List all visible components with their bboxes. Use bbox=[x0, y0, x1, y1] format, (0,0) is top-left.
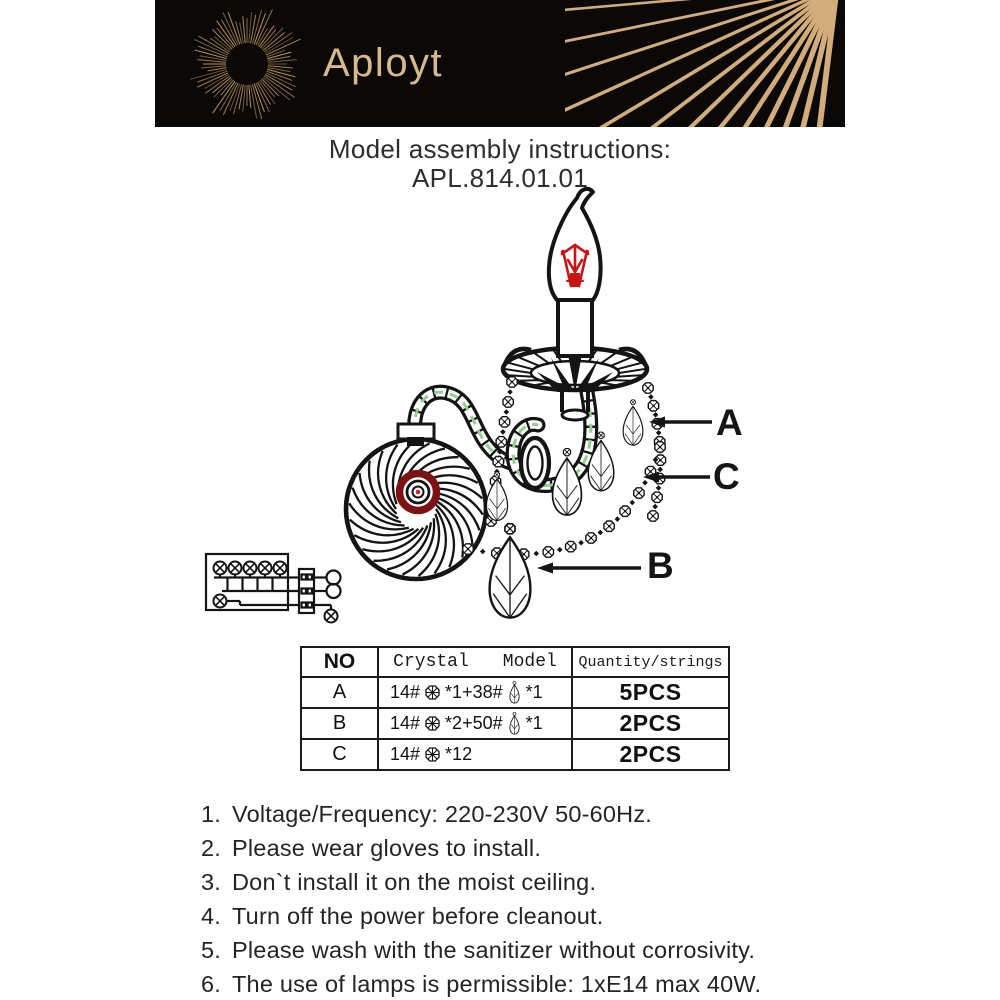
crystal-bead-icon bbox=[424, 746, 441, 763]
page-title: Model assembly instructions: bbox=[328, 134, 672, 164]
instruction-item: 6. The use of lamps is permissible: 1xE14 max 40W. bbox=[201, 971, 762, 997]
crystal-bead-icon bbox=[424, 684, 441, 701]
wiring-diagram bbox=[206, 554, 341, 623]
crystal-model-cell: 14# *12 bbox=[390, 744, 473, 764]
col-header-no: NO bbox=[301, 647, 378, 677]
label-a: A bbox=[716, 402, 743, 443]
row-quantity: 2PCS bbox=[572, 739, 729, 770]
table-row bbox=[301, 708, 729, 739]
table-header-row bbox=[301, 647, 729, 677]
table-row bbox=[301, 739, 729, 770]
instruction-item: 4. Turn off the power before cleanout. bbox=[201, 903, 604, 929]
crystal-bead-icon bbox=[424, 715, 441, 732]
row-quantity: 2PCS bbox=[572, 708, 729, 739]
instruction-list bbox=[201, 801, 861, 1000]
label-c: C bbox=[713, 456, 740, 497]
table-row bbox=[301, 677, 729, 708]
crystal-drop-icon bbox=[507, 681, 522, 704]
crystal-model-cell: 14# *2+50# *1 bbox=[390, 713, 543, 733]
instruction-item: 1. Voltage/Frequency: 220-230V 50-60Hz. bbox=[201, 801, 653, 827]
row-quantity: 5PCS bbox=[572, 677, 729, 708]
crystal-drop-icon bbox=[507, 712, 522, 735]
brand-name: Aployt bbox=[323, 41, 444, 85]
instruction-item: 2. Please wear gloves to install. bbox=[201, 835, 542, 861]
crystal-parts-table bbox=[300, 646, 730, 771]
model-number: APL.814.01.01 bbox=[412, 163, 588, 193]
instruction-item: 3. Don`t install it on the moist ceiling. bbox=[201, 869, 597, 895]
wall-plate bbox=[346, 439, 486, 579]
arm-ring bbox=[521, 438, 549, 488]
row-no: A bbox=[301, 677, 378, 708]
lamp-arm-center bbox=[506, 392, 597, 492]
label-b: B bbox=[647, 545, 674, 586]
candle-bulb bbox=[549, 189, 601, 356]
instruction-item: 5. Please wash with the sanitizer without corrosivity. bbox=[201, 937, 756, 963]
row-no: C bbox=[301, 739, 378, 770]
row-no: B bbox=[301, 708, 378, 739]
crystal-model-cell: 14# *1+38# *1 bbox=[390, 682, 543, 702]
col-header-crystal-model: Crystal Model bbox=[378, 647, 572, 677]
col-header-quantity: Quantity/strings bbox=[572, 647, 729, 677]
